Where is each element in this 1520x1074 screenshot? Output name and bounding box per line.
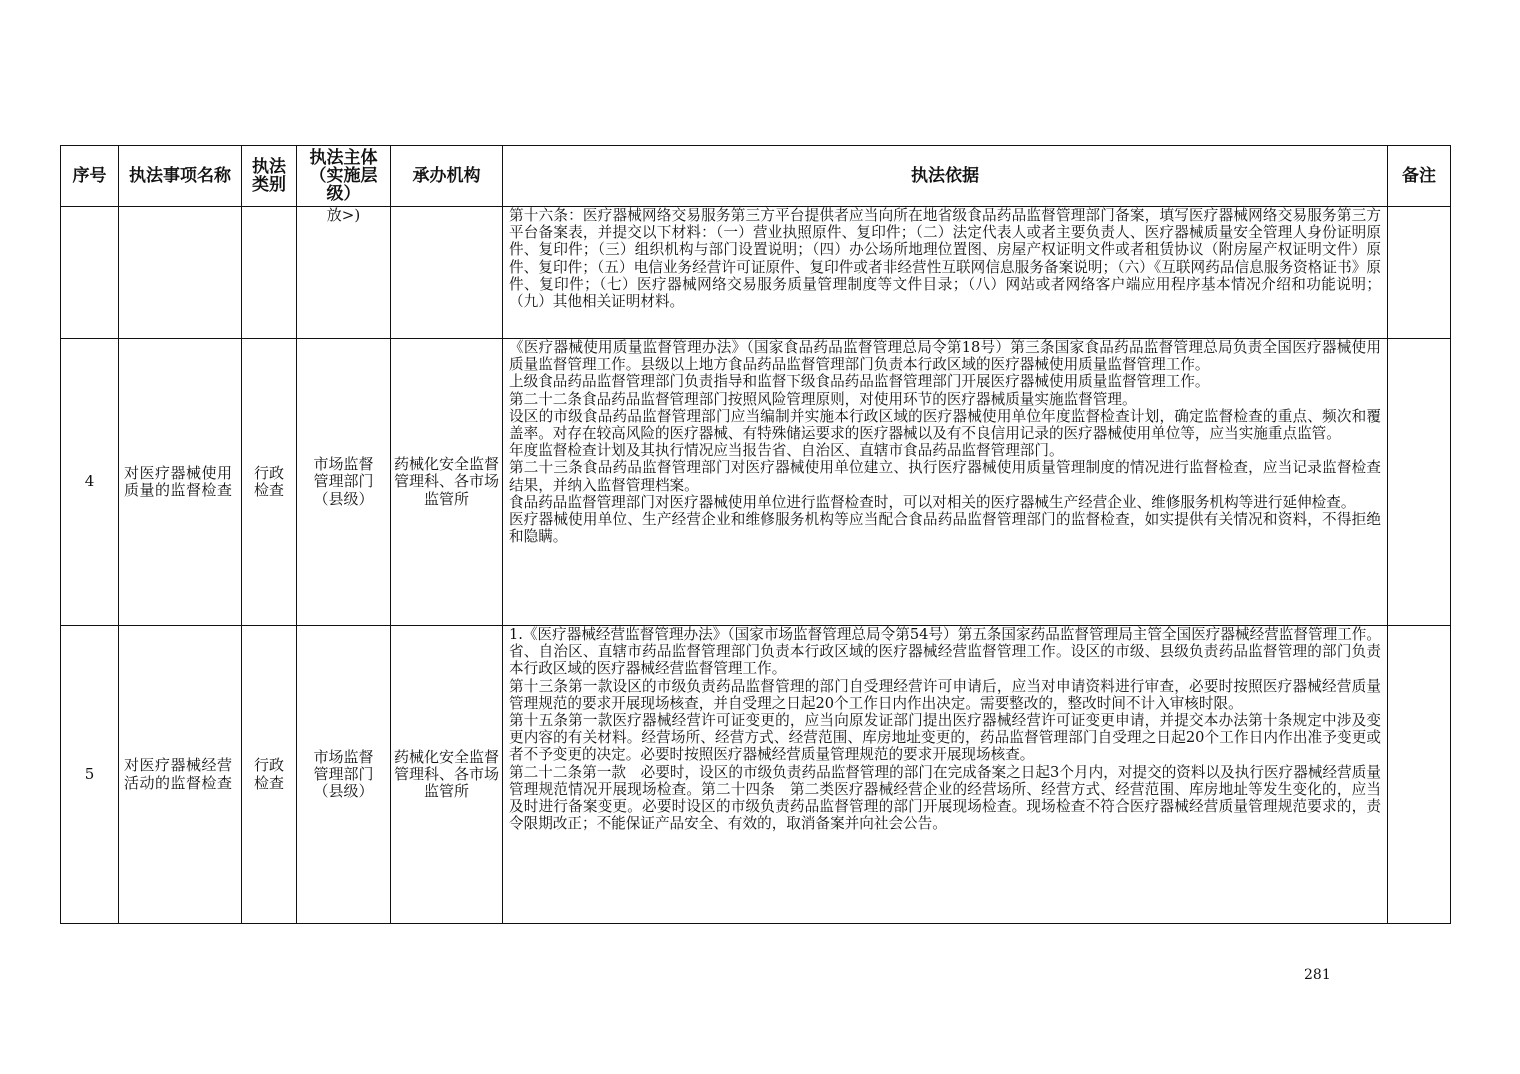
row-basis	[503, 626, 1388, 924]
basis-paragraph: 设区的市级食品药品监督管理部门应当编制并实施本行政区域的医疗器械使用单位年度监督检查计划，确定监督检查的重点、频次和覆盖率。对存在较高风险的医疗器械、有特殊储运要求的医疗器械以及有不良信用记录的医疗器械使用单位等，应当实施重点监管。	[509, 407, 1381, 443]
row-basis	[503, 339, 1388, 626]
row-org: 药械化安全监督管理科、各市场监管所	[391, 626, 503, 924]
header-name: 执法事项名称	[119, 146, 242, 207]
table-row	[61, 207, 1451, 339]
row-org	[391, 207, 503, 339]
header-row	[61, 146, 1451, 207]
row-category: 行政检查	[242, 626, 297, 924]
enforcement-table	[60, 145, 1451, 924]
row-note	[1388, 207, 1451, 339]
header-basis: 执法依据	[503, 146, 1388, 207]
table-row	[61, 339, 1451, 626]
row-note	[1388, 339, 1451, 626]
basis-paragraph: 第十五条第一款医疗器械经营许可证变更的，应当向原发证部门提出医疗器械经营许可证变更申请，并提交本办法第十条规定中涉及变更内容的有关材料。经营场所、经营方式、经营范围、库房地址变更的，药品监督管理部门自受理之日起20个工作日内作出准予变更或者不予变更的决定。必要时按照医疗器械经营质量管理规范的要求开展现场核查。	[509, 712, 1381, 764]
header-seq: 序号	[61, 146, 119, 207]
header-category: 执法类别	[242, 146, 297, 207]
basis-paragraph: 《医疗器械使用质量监督管理办法》（国家食品药品监督管理总局令第18号）第三条国家食品药品监督管理总局负责全国医疗器械使用质量监督管理工作。县级以上地方食品药品监督管理部门负责本行政区域的医疗器械使用质量监督管理工作。	[509, 339, 1381, 374]
basis-paragraph: 医疗器械使用单位、生产经营企业和维修服务机构等应当配合食品药品监督管理部门的监督检查，如实提供有关情况和资料，不得拒绝和隐瞒。	[509, 511, 1381, 546]
header-note: 备注	[1388, 146, 1451, 207]
row-subject: 市场监督管理部门（县级）	[297, 626, 391, 924]
row-subject: 市场监督管理部门（县级）	[297, 339, 391, 626]
row-name: 对医疗器械经营活动的监督检查	[119, 626, 242, 924]
header-org: 承办机构	[391, 146, 503, 207]
row-seq	[61, 207, 119, 339]
header-subject: 执法主体（实施层级）	[297, 146, 391, 207]
basis-paragraph: 食品药品监督管理部门对医疗器械使用单位进行监督检查时，可以对相关的医疗器械生产经营企业、维修服务机构等进行延伸检查。	[509, 493, 1356, 511]
row-seq: 5	[61, 626, 119, 924]
row-org: 药械化安全监督管理科、各市场监管所	[391, 339, 503, 626]
table-row	[61, 626, 1451, 924]
row-basis	[503, 207, 1388, 339]
basis-paragraph: 第二十二条食品药品监督管理部门按照风险管理原则，对使用环节的医疗器械质量实施监督管理。	[509, 390, 1137, 408]
basis-paragraph: 第十三条第一款设区的市级负责药品监督管理的部门自受理经营许可申请后，应当对申请资料进行审查，必要时按照医疗器械经营质量管理规范的要求开展现场核查，并自受理之日起20个工作日内作出决定。需要整改的，整改时间不计入审核时限。	[509, 677, 1381, 712]
row-category	[242, 207, 297, 339]
row-seq: 4	[61, 339, 119, 626]
row-subject: 放>)	[297, 207, 391, 339]
row-name: 对医疗器械使用质量的监督检查	[119, 339, 242, 626]
page-number: 281	[1304, 967, 1331, 983]
row-note	[1388, 626, 1451, 924]
basis-paragraph: 第二十二条第一款 必要时，设区的市级负责药品监督管理的部门在完成备案之日起3个月内，对提交的资料以及执行医疗器械经营质量管理规范情况开展现场检查。第二十四条 第二类医疗器械经营企业的经营场所、经营方式、经营范围、库房地址等发生变化的，应当及时进行备案变更。必要时设区的市级负责药品监督管理的部门开展现场检查。现场检查不符合医疗器械经营质量管理规范要求的，责令限期改正；不能保证产品安全、有效的，取消备案并向社会公告。	[509, 763, 1381, 833]
basis-paragraph: 年度监督检查计划及其执行情况应当报告省、自治区、直辖市食品药品监督管理部门。	[509, 442, 1064, 460]
basis-paragraph: 上级食品药品监督管理部门负责指导和监督下级食品药品监督管理部门开展医疗器械使用质量监督管理工作。	[509, 373, 1210, 391]
basis-paragraph: 第十六条：医疗器械网络交易服务第三方平台提供者应当向所在地省级食品药品监督管理部门备案，填写医疗器械网络交易服务第三方平台备案表，并提交以下材料：（一）营业执照原件、复印件；（二）法定代表人或者主要负责人、医疗器械质量安全管理人身份证明原件、复印件；（三）组织机构与部门设置说明；（四）办公场所地理位置图、房屋产权证明文件或者租赁协议（附房屋产权证明文件）原件、复印件；（五）电信业务经营许可证原件、复印件或者非经营性互联网信息服务备案说明；（六）《互联网药品信息服务资格证书》原件、复印件；（七）医疗器械网络交易服务质量管理制度等文件目录；（八）网站或者网络客户端应用程序基本情况介绍和功能说明；（九）其他相关证明材料。	[509, 207, 1381, 311]
basis-paragraph: 第二十三条食品药品监督管理部门对医疗器械使用单位建立、执行医疗器械使用质量管理制度的情况进行监督检查，应当记录监督检查结果，并纳入监督管理档案。	[509, 459, 1381, 494]
row-name	[119, 207, 242, 339]
basis-paragraph: 1.《医疗器械经营监督管理办法》（国家市场监督管理总局令第54号）第五条国家药品监督管理局主管全国医疗器械经营监督管理工作。省、自治区、直辖市药品监督管理部门负责本行政区域的医疗器械经营监督管理工作。设区的市级、县级负责药品监督管理的部门负责本行政区域的医疗器械经营监督管理工作。	[509, 626, 1381, 678]
row-category: 行政检查	[242, 339, 297, 626]
